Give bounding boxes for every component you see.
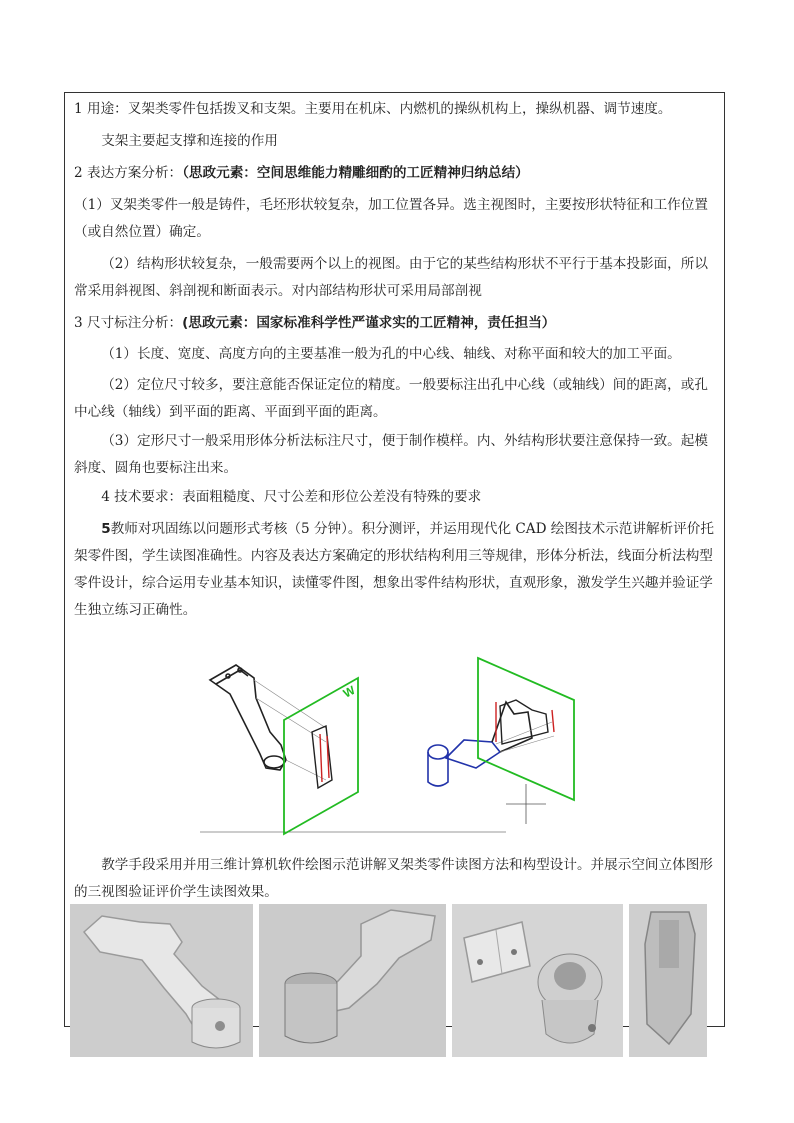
expression-item-1: （1）叉架类零件一般是铸件，毛坯形状较复杂，加工位置各异。选主视图时，主要按形状特征和工作位置（或自然位置）确定。: [74, 197, 708, 240]
projection-plane-label: W: [340, 682, 358, 701]
bracket-photo-3: [452, 904, 623, 1057]
dimension-heading-bold: (思政元素：国家标准科学性严谨求实的工匠精神，责任担当）: [182, 315, 556, 331]
expression-heading-bold: （思政元素：空间思维能力精雕细酌的工匠精神归纳总结）: [182, 165, 529, 181]
left-bracket-wireframe: [210, 665, 326, 780]
usage-paragraph: 1 用途：叉架类零件包括拨叉和支架。主要用在机床、内燃机的操纵机构上，操纵机器、调节速度。: [74, 101, 672, 117]
teaching-method: 教学手段采用并用三维计算机软件绘图示范讲解叉架类零件读图方法和构型设计。并展示空间立体图形的三视图验证评价学生读图效果。: [74, 857, 713, 900]
crosshair-cursor: [506, 784, 546, 824]
tech-requirements: 4 技术要求：表面粗糙度、尺寸公差和形位公差没有特殊的要求: [101, 489, 482, 505]
projection-figure: [196, 640, 596, 840]
assessment-number: 5: [101, 521, 111, 537]
expression-heading: [74, 160, 714, 187]
bracket-photo-4: [629, 904, 707, 1057]
right-projection-plane: [478, 658, 574, 800]
dimension-heading-prefix: 3 尺寸标注分析：: [74, 315, 183, 331]
dimension-item-2: （2）定位尺寸较多，要注意能否保证定位的精度。一般要标注出孔中心线（或轴线）间的距离，或孔中心线（轴线）到平面的距离、平面到平面的距离。: [74, 377, 708, 420]
teacher-assessment: [74, 516, 714, 624]
bracket-photo-1: [70, 904, 253, 1057]
expression-item-2: （2）结构形状较复杂，一般需要两个以上的视图。由于它的某些结构形状不平行于基本投影面，所以常采用斜视图、斜剖视和断面表示。对内部结构形状可采用局部剖视: [74, 256, 708, 299]
expression-heading-prefix: 2 表达方案分析：: [74, 165, 183, 181]
assessment-text: 教师对巩固练以问题形式考核（5 分钟）。积分测评，并运用现代化 CAD 绘图技术示范讲解析评价托架零件图，学生读图准确性。内容及表达方案确定的形状结构利用三等规律，形体分析法，线面分析法构型零件设计，综合运用专业基本知识，读懂零件图，想象出零件结构形状，直观形象，激发学生兴趣并验证学生独立练习正确性。: [74, 521, 714, 618]
support-paragraph: 支架主要起支撑和连接的作用: [101, 133, 278, 149]
dimension-heading: [74, 310, 714, 337]
dimension-item-1: （1）长度、宽度、高度方向的主要基准一般为孔的中心线、轴线、对称平面和较大的加工平面。: [101, 346, 681, 362]
dimension-item-3: （3）定形尺寸一般采用形体分析法标注尺寸，便于制作模样。内、外结构形状要注意保持一致。起模斜度、圆角也要标注出来。: [74, 433, 708, 476]
right-bracket-wireframe: [428, 702, 554, 786]
bracket-photo-2: [259, 904, 446, 1057]
